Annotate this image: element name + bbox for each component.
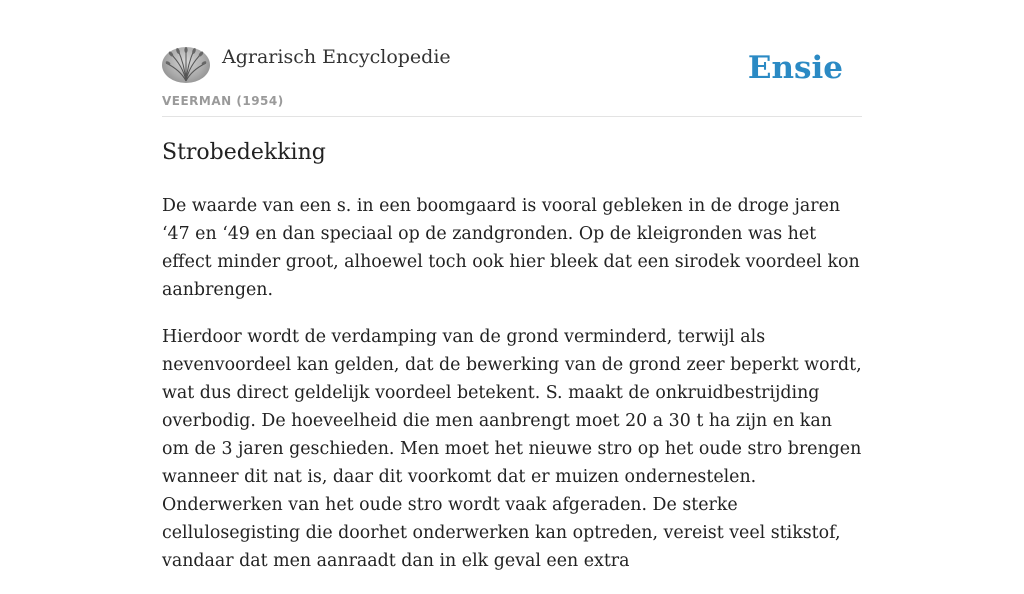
article-paragraph: Hierdoor wordt de verdamping van de grond verminderd, terwijl als nevenvoordeel kan gelden, dat de bewerking van de grond zeer beperkt wordt, wat dus direct geldelijk voordeel betekent. S. maakt de onkruidbestrijding overbodig. De hoeveelheid die men aanbrengt moet 20 a 30 t ha zijn en kan om de 3 jaren geschieden. Men moet het nieuwe stro op het oude stro brengen wanneer dit nat is, daar dit voorkomt dat er muizen ondernestelen. Onderwerken van het oude stro wordt vaak afgeraden. De sterke cellulosegisting die doorhet onderwerken kan optreden, vereist veel stikstof, vandaar dat men aanraadt dan in elk geval een extra bbox=[162, 327, 862, 571]
header bbox=[162, 0, 862, 117]
article-body bbox=[162, 192, 862, 594]
ensie-logo-link[interactable]: Ensie bbox=[747, 50, 843, 86]
article-title: Strobedekking bbox=[162, 140, 326, 165]
article-paragraph: De waarde van een s. in een boomgaard is vooral gebleken in de droge jaren ‘47 en ‘49 en dan speciaal op de zandgronden. Op de kleigronden was het effect minder groot, alhoewel toch ook hier bleek dat een sirodek voordeel kon aanbrengen. bbox=[162, 196, 860, 300]
publication-title[interactable]: Agrarisch Encyclopedie bbox=[222, 46, 451, 68]
wheat-sheaf-icon[interactable] bbox=[162, 47, 210, 83]
author-byline: VEERMAN (1954) bbox=[162, 94, 284, 108]
